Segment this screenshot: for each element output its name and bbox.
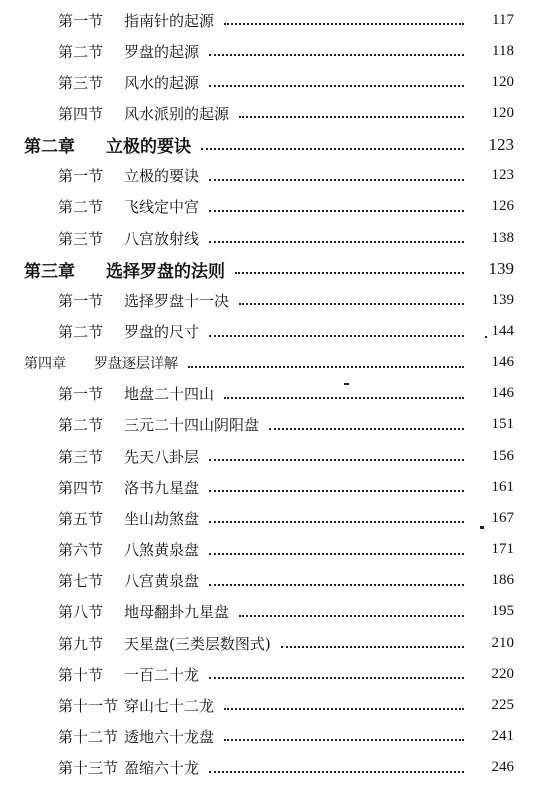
dot-leader xyxy=(239,615,464,617)
section-title: 飞线定中宫 xyxy=(124,198,200,217)
toc-section-row xyxy=(0,535,537,565)
page-number: 120 xyxy=(491,73,514,90)
page-number: 241 xyxy=(491,727,514,744)
chapter-number: 第三章 xyxy=(24,261,75,282)
page-number: 123 xyxy=(491,167,514,184)
dot-leader xyxy=(269,428,464,430)
page-number: 117 xyxy=(492,11,514,28)
page-number: 120 xyxy=(491,104,514,121)
dot-leader xyxy=(224,739,464,741)
section-number: 第三节 xyxy=(58,229,104,248)
section-title: 罗盘的尺寸 xyxy=(124,323,200,341)
dot-leader xyxy=(209,210,464,212)
page-number: 171 xyxy=(491,541,514,557)
section-number: 第十二节 xyxy=(58,727,119,746)
section-number: 第十三节 xyxy=(58,759,119,778)
toc-entry-label xyxy=(0,601,229,622)
toc-entry-label xyxy=(0,539,199,560)
toc-entry-label xyxy=(0,196,199,217)
toc-entry-label xyxy=(0,165,199,186)
section-title: 洛书九星盘 xyxy=(124,478,200,497)
page-number: 161 xyxy=(491,478,514,495)
toc-section-row xyxy=(0,503,537,533)
section-title: 三元二十四山阴阳盘 xyxy=(124,416,260,435)
section-number: 第五节 xyxy=(58,509,104,528)
section-title: 先天八卦层 xyxy=(124,447,200,466)
page-number: 220 xyxy=(491,665,514,682)
dot-leader xyxy=(209,521,464,523)
page-number: 246 xyxy=(491,759,514,776)
section-number: 第一节 xyxy=(58,167,104,186)
toc-entry-label xyxy=(0,10,214,31)
dot-leader xyxy=(209,459,464,461)
section-title: 选择罗盘十一决 xyxy=(124,291,230,310)
section-title: 风水的起源 xyxy=(124,73,200,92)
scan-speck xyxy=(344,383,349,385)
page-number: 144 xyxy=(491,323,514,339)
toc-section-row xyxy=(0,379,537,409)
dot-leader xyxy=(235,272,464,274)
page-number: 138 xyxy=(491,229,514,246)
section-title: 地盘二十四山 xyxy=(124,385,215,404)
dot-leader xyxy=(224,708,464,710)
section-number: 第十一节 xyxy=(58,696,119,715)
chapter-number: 第四章 xyxy=(24,355,66,372)
section-title: 八宫放射线 xyxy=(124,229,200,248)
toc-entry-label xyxy=(0,228,199,249)
toc-entry-label xyxy=(0,508,199,529)
toc-chapter-row xyxy=(0,254,537,284)
toc-section-row xyxy=(0,628,537,658)
section-number: 第七节 xyxy=(58,572,104,591)
toc-section-row xyxy=(0,161,537,191)
toc-section-row xyxy=(0,36,537,66)
section-number: 第二节 xyxy=(58,416,104,435)
section-title: 地母翻卦九星盘 xyxy=(124,603,230,622)
page-number: 139 xyxy=(491,291,514,308)
section-number: 第二节 xyxy=(58,198,104,217)
toc-section-row xyxy=(0,410,537,440)
dot-leader xyxy=(201,148,464,150)
page-number: 151 xyxy=(491,416,514,433)
section-number: 第二节 xyxy=(58,42,104,61)
section-number: 第十节 xyxy=(58,665,104,684)
toc-section-row xyxy=(0,597,537,627)
chapter-title: 选择罗盘的法则 xyxy=(106,261,225,282)
toc-entry-label xyxy=(0,477,199,498)
section-number: 第九节 xyxy=(58,634,104,653)
toc-entry-label xyxy=(0,446,199,467)
section-number: 第二节 xyxy=(58,323,104,341)
toc-section-row xyxy=(0,5,537,35)
page-number: 186 xyxy=(491,572,514,589)
toc-entry-label xyxy=(0,321,199,342)
toc-entry-label xyxy=(0,383,214,404)
toc-entry-label xyxy=(0,353,178,373)
dot-leader xyxy=(209,179,464,181)
toc-section-row xyxy=(0,223,537,253)
toc-entry-label xyxy=(0,132,191,157)
page-number: 225 xyxy=(491,696,514,713)
page-number: 139 xyxy=(488,259,514,279)
section-title: 坐山劫煞盘 xyxy=(124,509,200,528)
dot-leader xyxy=(224,397,464,399)
toc-section-row xyxy=(0,721,537,751)
section-number: 第一节 xyxy=(58,385,104,404)
section-title: 穿山七十二龙 xyxy=(124,696,215,715)
dot-leader xyxy=(239,303,464,305)
toc-section-row xyxy=(0,317,537,347)
toc-section-row xyxy=(0,690,537,720)
section-number: 第一节 xyxy=(58,291,104,310)
section-number: 第三节 xyxy=(58,73,104,92)
dot-leader xyxy=(224,23,464,25)
toc-entry-label xyxy=(0,726,214,747)
toc-entry-label xyxy=(0,757,199,778)
section-number: 第一节 xyxy=(58,11,104,30)
section-number: 第三节 xyxy=(58,447,104,466)
toc-section-row xyxy=(0,441,537,471)
chapter-title: 罗盘逐层详解 xyxy=(94,355,178,372)
dot-leader xyxy=(209,241,464,243)
chapter-number: 第二章 xyxy=(24,137,75,158)
section-title: 指南针的起源 xyxy=(124,11,215,30)
toc-entry-label xyxy=(0,633,271,654)
toc-section-row xyxy=(0,67,537,97)
toc-entry-label xyxy=(0,103,229,124)
dot-leader xyxy=(209,553,464,555)
dot-leader xyxy=(281,646,464,648)
section-title: 透地六十龙盘 xyxy=(124,727,215,746)
dot-leader xyxy=(209,54,464,56)
dot-leader xyxy=(209,677,464,679)
section-title: 盈缩六十龙 xyxy=(124,759,200,778)
section-number: 第四节 xyxy=(58,478,104,497)
page-number: 123 xyxy=(488,134,514,154)
toc-entry-label xyxy=(0,570,199,591)
dot-leader xyxy=(209,335,464,337)
page-number: 195 xyxy=(491,603,514,620)
page-number: 156 xyxy=(491,447,514,464)
toc-section-row xyxy=(0,659,537,689)
section-title: 天星盘(三类层数图式) xyxy=(124,634,271,653)
toc-entry-label xyxy=(0,290,229,311)
page-number: 167 xyxy=(491,509,514,526)
toc-section-row xyxy=(0,566,537,596)
page-number: 146 xyxy=(491,354,514,371)
page-number: 210 xyxy=(491,634,514,651)
section-number: 第四节 xyxy=(58,104,104,123)
section-title: 一百二十龙 xyxy=(124,665,200,684)
toc-section-row xyxy=(0,192,537,222)
toc-section-row xyxy=(0,753,537,783)
section-number: 第六节 xyxy=(58,541,104,559)
page-number: 118 xyxy=(492,42,514,59)
section-title: 风水派别的起源 xyxy=(124,104,230,123)
page-number: 146 xyxy=(491,385,514,402)
dot-leader xyxy=(239,116,464,118)
toc-entry-label xyxy=(0,695,214,716)
section-title: 八煞黄泉盘 xyxy=(124,541,200,559)
chapter-title: 立极的要诀 xyxy=(106,137,191,158)
toc-section-row xyxy=(0,98,537,128)
dot-leader xyxy=(209,771,464,773)
section-number: 第八节 xyxy=(58,603,104,622)
toc-entry-label xyxy=(0,664,199,685)
toc-section-row xyxy=(0,472,537,502)
section-title: 立极的要诀 xyxy=(124,167,200,186)
toc-chapter-row xyxy=(0,348,537,378)
dot-leader xyxy=(209,490,464,492)
dot-leader xyxy=(188,366,464,368)
toc-entry-label xyxy=(0,257,225,282)
toc-section-row xyxy=(0,285,537,315)
page-number: 126 xyxy=(491,198,514,215)
toc-chapter-row xyxy=(0,130,537,160)
toc-entry-label xyxy=(0,72,199,93)
scan-speck xyxy=(485,336,487,338)
dot-leader xyxy=(209,85,464,87)
toc-entry-label xyxy=(0,414,259,435)
dot-leader xyxy=(209,584,464,586)
toc-entry-label xyxy=(0,41,199,62)
scan-speck xyxy=(480,526,484,529)
section-title: 八宫黄泉盘 xyxy=(124,572,200,591)
section-title: 罗盘的起源 xyxy=(124,42,200,61)
